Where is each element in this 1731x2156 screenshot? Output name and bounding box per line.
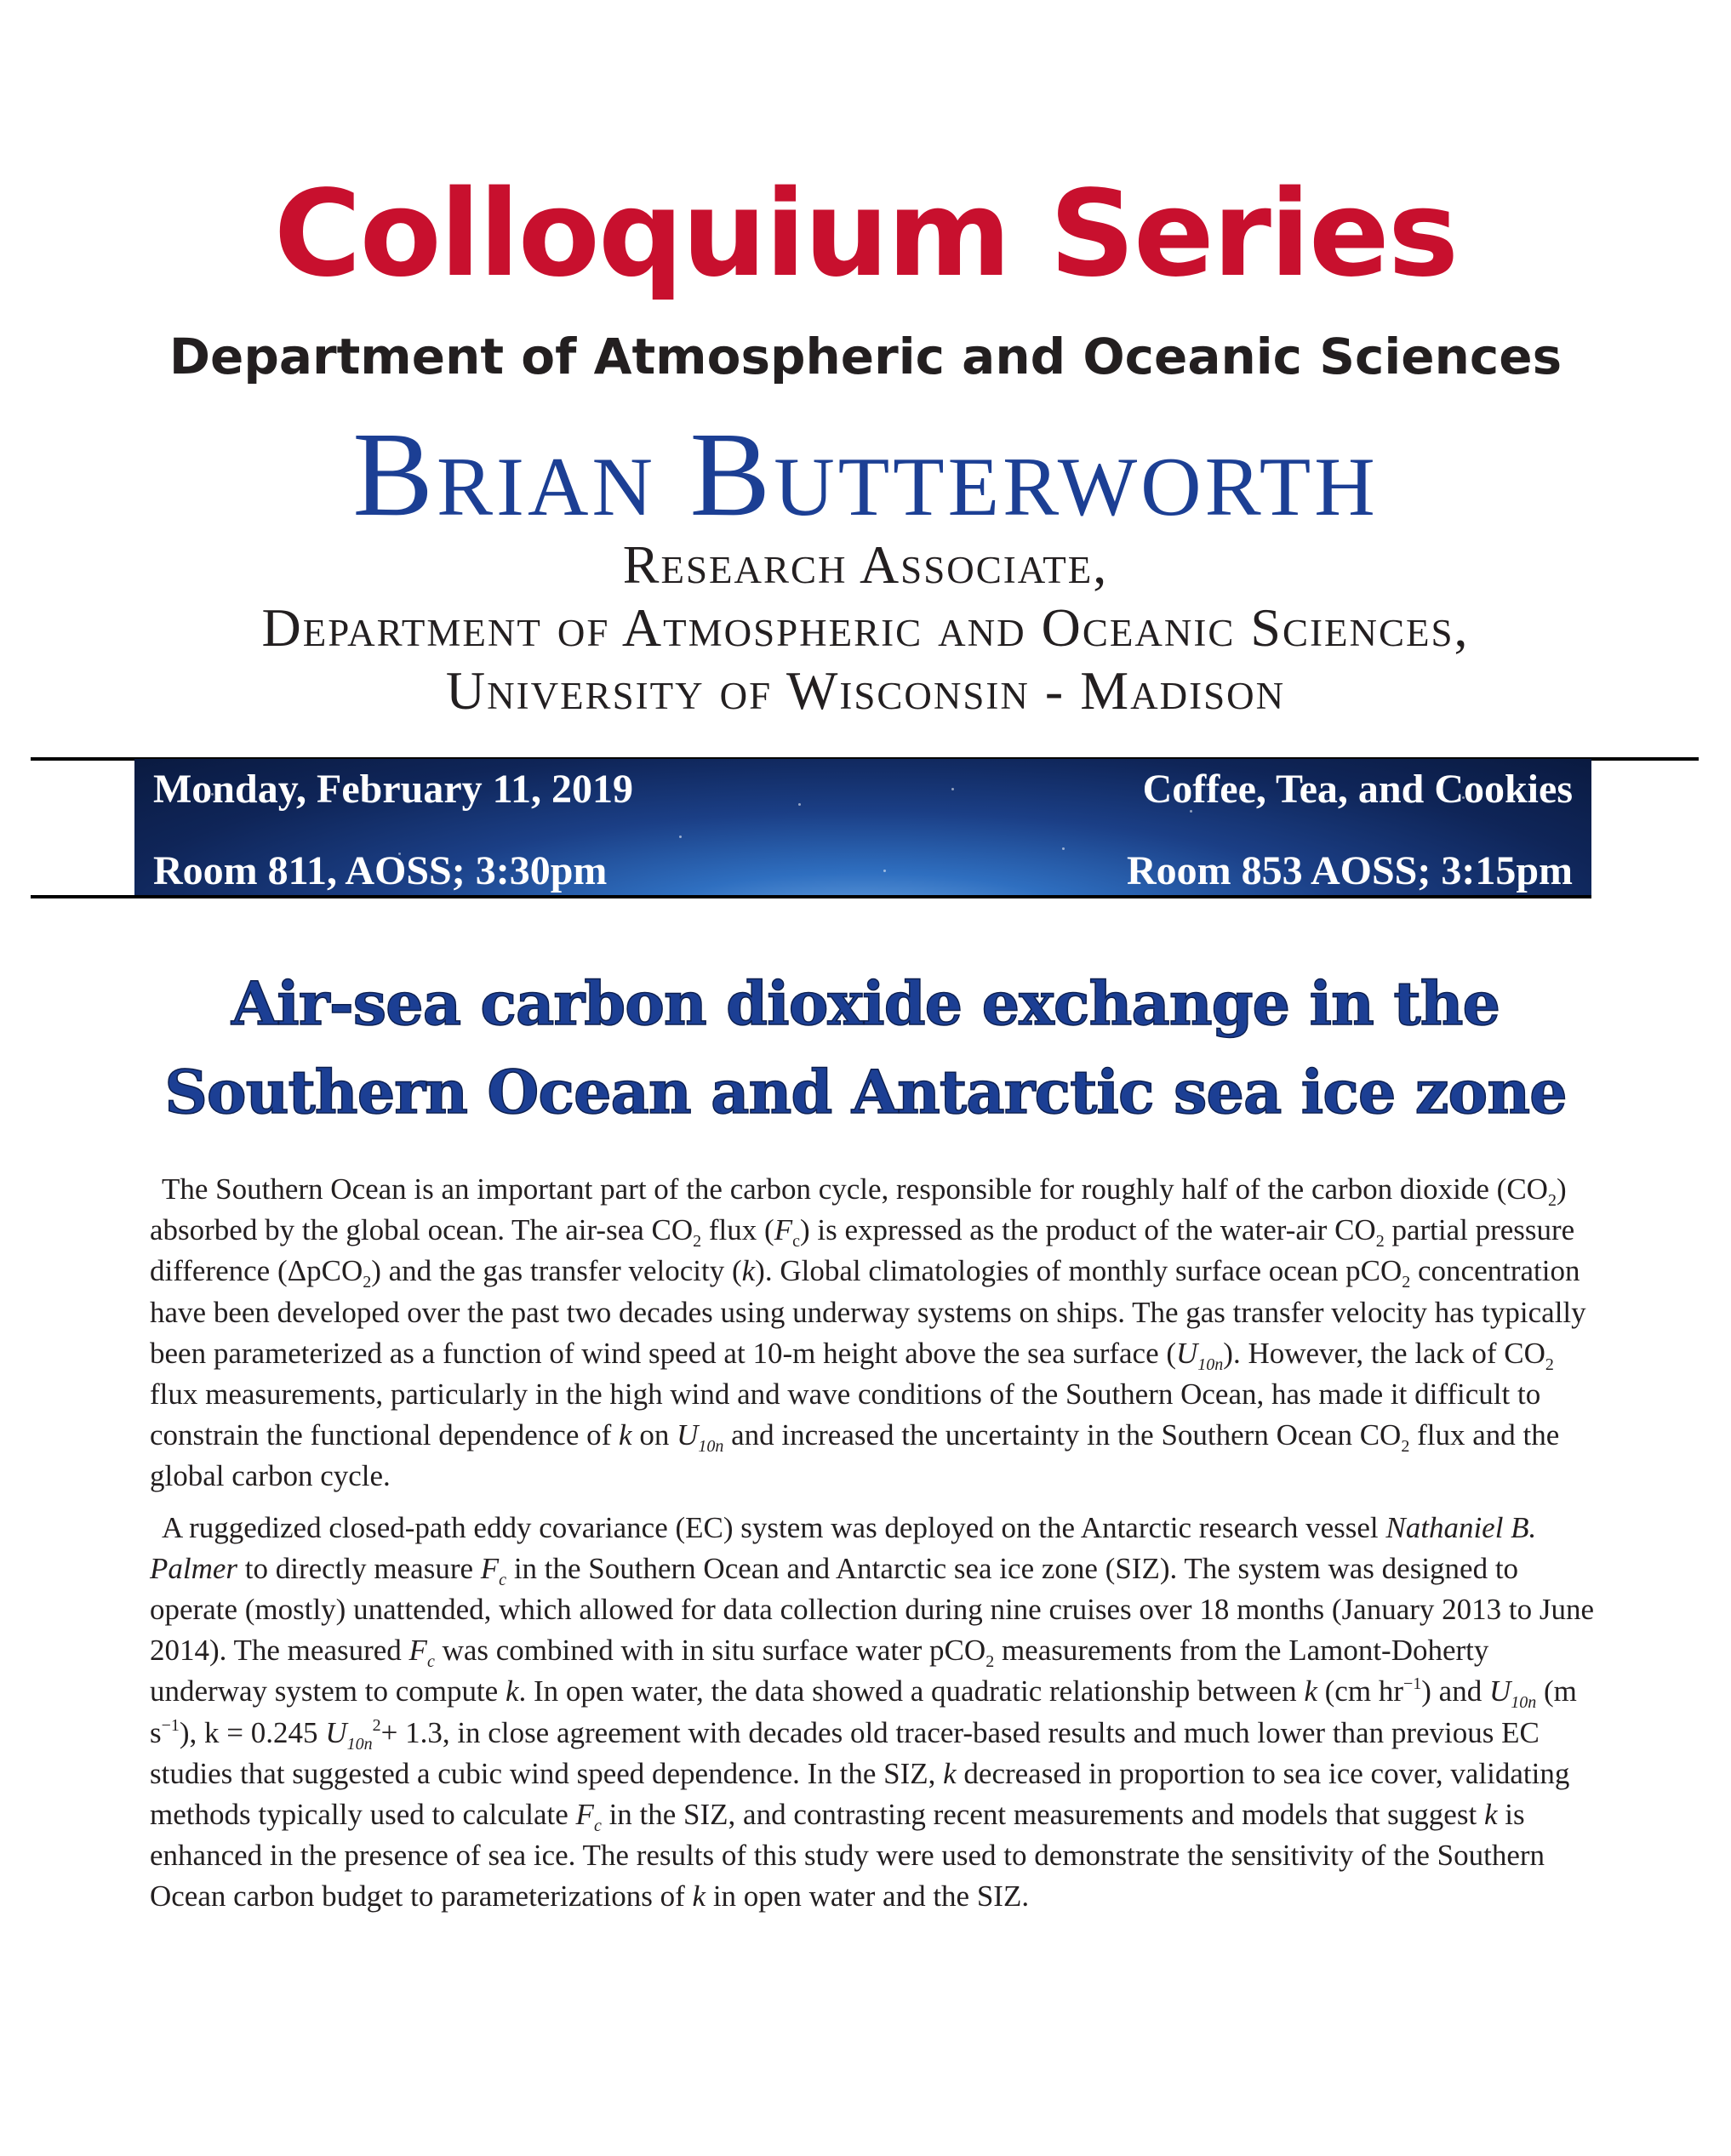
event-date: Monday, February 11, 2019 [153,767,634,812]
speaker-university: University of Wisconsin - Madison [445,660,1286,721]
bottom-rule [31,895,1591,898]
abstract [150,1169,1598,1928]
abstract-paragraph-1: The Southern Ocean is an important part of the carbon cycle, responsible for roughly half of the carbon dioxide $(CO_2)$ absorbed by the global ocean. The air-sea $CO_2$ flux $(F_c)$ is expressed as the product of the water-air $CO_2$ partial pressure difference (ΔpCO$_2$) and the gas transfer velocity (k). Global climatologies of monthly surface ocean pCO$_2$ concentration have been developed over the past two decades using underway systems on ships. The gas transfer velocity has typically been parameterized as a function of wind speed at 10-m height above the sea surface $(U_{10n})$. However, the lack of $CO_2$ flux measurements, particularly in the high wind and wave conditions of the Southern Ocean, has made it difficult to constrain the functional dependence of k on $U_{10n}$ and increased the uncertainty in the Southern Ocean $CO_2$ flux and the global carbon cycle. [150,1172,1586,1493]
talk-title-line-1: Air-sea carbon dioxide exchange in the [231,968,1500,1039]
speaker-position: Research Associate, [622,534,1109,595]
abstract-paragraph-2: A ruggedized closed-path eddy covariance (EC) system was deployed on the Antarctic research vessel Nathaniel B. Palmer to directly measure $F_c$ in the Southern Ocean and Antarctic sea ice zone (SIZ). The system was designed to operate (mostly) unattended, which allowed for data collection during nine cruises over 18 months (January 2013 to June 2014). The measured $F_c$ was combined with in situ surface water pCO$_2$ measurements from the Lamont-Doherty underway system to compute k. In open water, the data showed a quadratic relationship between k (cm $hr^{-1}$) and $U_{10n}$ (m $s^{-1}$), k = 0.245 $U_{10n}^2+ 1.3$, in close agreement with decades old tracer-based results and much lower than previous EC studies that suggested a cubic wind speed dependence. In the SIZ, k decreased in proportion to sea ice cover, validating methods typically used to calculate $F_c$ in the SIZ, and contrasting recent measurements and models that suggest k is enhanced in the presence of sea ice. The results of this study were used to demonstrate the sensitivity of the Southern Ocean carbon budget to parameterizations of k in open water and the SIZ. [150,1510,1595,1914]
department-title: Department of Atmospheric and Oceanic Sciences [169,328,1562,385]
refreshments-location-time: Room 853 AOSS; 3:15pm [1126,848,1573,893]
star-decoration [679,836,682,838]
event-location-time: Room 811, AOSS; 3:30pm [153,848,608,893]
star-decoration [951,788,954,790]
star-decoration [798,803,801,806]
star-decoration [1062,847,1065,850]
refreshments-label: Coffee, Tea, and Cookies [1142,767,1573,812]
event-banner [134,759,1591,897]
speaker-name: Brian Butterworth [352,407,1379,541]
talk-title [0,960,1731,1137]
talk-title-line-2: Southern Ocean and Antarctic sea ice zone [164,1057,1567,1127]
series-title: Colloquium Series [273,165,1458,304]
star-decoration [883,870,886,872]
speaker-department: Department of Atmospheric and Oceanic Sciences, [261,597,1470,658]
